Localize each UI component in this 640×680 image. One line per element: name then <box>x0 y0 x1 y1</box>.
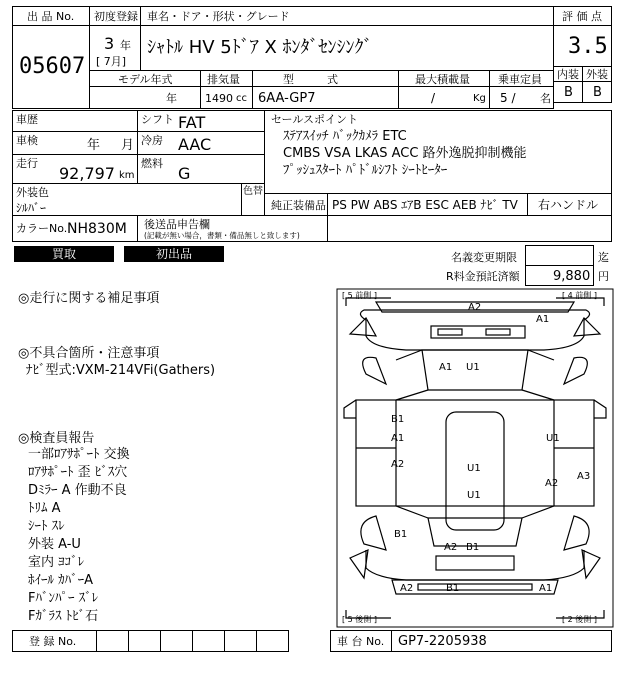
interior-grade-cell <box>553 81 583 103</box>
recycle-value: 9,880 <box>553 269 591 284</box>
mileage-unit: km <box>119 170 135 181</box>
reg-no-box-5 <box>224 630 257 652</box>
recycle-box <box>525 265 594 286</box>
inspector-item: Dﾐﾗｰ A 作動不良 <box>28 483 127 498</box>
color-no-label: カラーNo. <box>16 222 68 235</box>
model-year-unit: 年 <box>166 92 177 105</box>
purchase-button[interactable]: 買取 <box>14 246 114 262</box>
inspection-year: 年 <box>87 138 101 153</box>
lot-number-cell <box>12 25 90 109</box>
equipment-cell <box>327 193 528 216</box>
model-year-label-cell <box>89 70 201 87</box>
name-change-box <box>525 245 594 266</box>
capacity-unit: 名 <box>540 92 551 105</box>
load-value: / <box>431 91 436 105</box>
interior-label-cell <box>553 66 583 82</box>
first-reg-label-cell <box>89 6 141 26</box>
driving-notes-title: ◎走行に関する補足事項 <box>18 291 160 306</box>
first-reg-year: 3 <box>104 34 115 53</box>
recycle-label: R料金預託済額 <box>446 270 520 283</box>
corner-4-front-label: [ 4 前側 ] <box>562 291 597 300</box>
model-year-cell <box>89 86 201 109</box>
reg-no-box-3 <box>160 630 193 652</box>
score-label-cell <box>553 6 612 26</box>
interior-label: 内装 <box>557 68 579 81</box>
name-change-unit: 迄 <box>598 251 609 264</box>
exterior-color-label: 外装色 <box>16 186 49 199</box>
reg-no-box-4 <box>192 630 225 652</box>
inspector-item: ﾎｲｰﾙ ｶﾊﾞｰA <box>28 573 94 588</box>
history-label: 車歴 <box>16 113 38 126</box>
mark-rear-b1: B1 <box>466 542 480 553</box>
displacement-value: 1490 <box>205 92 233 105</box>
color-no-value: NH830M <box>67 221 127 237</box>
equipment-label: 純正装備品 <box>271 199 326 212</box>
recycle-unit: 円 <box>598 270 609 283</box>
post-report-cell <box>137 215 328 242</box>
equipment-label-cell <box>264 193 328 216</box>
ac-label: 冷房 <box>141 134 163 147</box>
model-year-label: モデル年式 <box>118 73 173 86</box>
mark-left-b1-rear: B1 <box>394 529 408 540</box>
corner-5-rear-label: [ 5 後側 ] <box>342 615 377 624</box>
history-cell <box>12 110 138 132</box>
first-reg-label: 初度登録 <box>94 10 138 23</box>
reg-no-label: 登 録 No. <box>29 635 77 648</box>
sales-point-line: ｽﾃｱｽｲｯﾁ ﾊﾞｯｸｶﾒﾗ ETC <box>283 129 407 144</box>
sales-point-cell <box>264 110 612 194</box>
mark-rear-bumper-a2: A2 <box>400 583 414 594</box>
interior-grade: B <box>564 85 573 100</box>
ac-value: AAC <box>178 135 212 154</box>
inspector-title: ◎検査員報告 <box>18 431 95 446</box>
inspector-item: ﾄﾘﾑ A <box>28 501 61 516</box>
inspector-item: 外装 A-U <box>28 537 81 552</box>
chassis-label: 車 台 No. <box>337 635 385 648</box>
steering-value: 右ハンドル <box>538 198 599 212</box>
shift-cell <box>137 110 265 132</box>
first-listing-button[interactable]: 初出品 <box>124 246 224 262</box>
mark-left-b1: B1 <box>391 414 405 425</box>
car-label: 車名・ドア・形状・グレード <box>147 10 290 23</box>
mark-roof-u1-lower: U1 <box>467 490 481 501</box>
defects-title: ◎不具合箇所・注意事項 <box>18 346 160 361</box>
first-reg-cell <box>89 25 141 71</box>
inspection-month: 月 <box>121 138 135 153</box>
lot-label: 出 品 No. <box>27 10 75 23</box>
reg-no-label-cell <box>12 630 97 652</box>
capacity-cell <box>489 86 554 109</box>
type-cell <box>252 86 399 109</box>
inspector-item: Fｶﾞﾗｽ ﾄﾋﾞ石 <box>28 609 99 624</box>
capacity-value: 5 / <box>500 91 516 105</box>
car-name: ｼｬﾄﾙ HV 5ﾄﾞｱ X ﾎﾝﾀﾞｾﾝｼﾝｸﾞ <box>147 37 373 58</box>
fuel-value: G <box>178 164 191 183</box>
post-report-blank <box>327 215 612 242</box>
mark-front-bumper: A2 <box>468 302 482 313</box>
color-change-cell <box>241 183 265 216</box>
reg-no-box-2 <box>128 630 161 652</box>
exterior-color-value: ｼﾙﾊﾞｰ <box>16 201 47 215</box>
mark-rear-bumper-a1: A1 <box>539 583 553 594</box>
car-name-cell <box>140 25 554 71</box>
displacement-cell <box>200 86 253 109</box>
capacity-label: 乗車定員 <box>498 73 542 86</box>
mark-windshield-u1: U1 <box>466 362 480 373</box>
inspector-item: Fﾊﾞﾝﾊﾟｰ ｽﾞﾚ <box>28 591 99 606</box>
fuel-cell <box>137 154 265 184</box>
first-reg-year-unit: 年 <box>120 39 131 52</box>
post-report-note: (記載が無い場合，書類・備品無しと致します) <box>144 231 300 240</box>
inspection-cell <box>12 131 138 155</box>
name-change-label: 名義変更期限 <box>451 251 517 264</box>
mileage-cell <box>12 154 138 184</box>
score-label: 評 価 点 <box>562 10 602 23</box>
mark-left-a1: A1 <box>391 433 405 444</box>
mileage-label: 走行 <box>16 157 38 170</box>
ac-cell <box>137 131 265 155</box>
car-label-cell <box>140 6 554 26</box>
corner-2-rear-label: [ 2 後側 ] <box>562 615 597 624</box>
chassis-label-cell <box>330 630 392 652</box>
inspector-item: 一部ﾛｱｻﾎﾟｰﾄ 交換 <box>28 447 130 462</box>
exterior-grade: B <box>593 85 602 100</box>
score-value: 3.5 <box>568 34 608 59</box>
inspector-item: ｼｰﾄ ｽﾚ <box>28 519 65 534</box>
inspector-item: 室内 ﾖｺﾞﾚ <box>28 555 85 570</box>
displacement-label-cell <box>200 70 253 87</box>
load-cell <box>398 86 490 109</box>
lot-number: 05607 <box>19 54 86 79</box>
color-change-label: 色替 <box>243 186 263 197</box>
capacity-label-cell <box>489 70 554 87</box>
corner-5-front-label: [ 5 前側 ] <box>342 291 377 300</box>
chassis-value-cell <box>391 630 612 652</box>
post-report-label: 後送品申告欄 <box>144 218 210 231</box>
first-reg-month: [ 7月] <box>96 55 127 68</box>
fuel-label: 燃料 <box>141 157 163 170</box>
mark-rear-a2: A2 <box>444 542 458 553</box>
lot-label-cell <box>12 6 90 26</box>
type-value: 6AA-GP7 <box>258 91 316 106</box>
defect-item: ﾅﾋﾞ型式:VXM-214VFi(Gathers) <box>26 363 216 378</box>
displacement-label: 排気量 <box>207 73 240 86</box>
mark-right-a2: A2 <box>545 478 559 489</box>
color-no-cell <box>12 215 138 242</box>
inspector-item: ﾛｱｻﾎﾟｰﾄ 歪 ﾋﾞｽ穴 <box>28 465 128 480</box>
equipment-value: PS PW ABS ｴｱB ESC AEB ﾅﾋﾞ TV <box>332 198 518 212</box>
mark-roof-u1-upper: U1 <box>467 463 481 474</box>
load-unit: Kg <box>473 93 486 104</box>
type-label-cell <box>252 70 399 87</box>
car-damage-diagram <box>336 288 614 628</box>
mark-hood-edge: A1 <box>536 314 550 325</box>
mark-right-a3: A3 <box>577 471 591 482</box>
sales-point-line: ﾌﾟｯｼｭｽﾀｰﾄ ﾊﾟﾄﾞﾙｼﾌﾄ ｼｰﾄﾋｰﾀｰ <box>283 163 448 178</box>
load-label-cell <box>398 70 490 87</box>
exterior-label-cell <box>582 66 612 82</box>
mark-left-a2: A2 <box>391 459 405 470</box>
steering-cell <box>527 193 612 216</box>
reg-no-box-1 <box>96 630 129 652</box>
score-cell <box>553 25 612 67</box>
exterior-grade-cell <box>582 81 612 103</box>
load-label: 最大積載量 <box>415 73 470 86</box>
shift-label: シフト <box>141 113 174 126</box>
displacement-unit: cc <box>236 93 247 104</box>
mark-right-u1: U1 <box>546 433 560 444</box>
mark-rear-bumper-b1: B1 <box>446 583 460 594</box>
inspection-label: 車検 <box>16 134 38 147</box>
shift-value: FAT <box>178 113 206 132</box>
type-label: 型 式 <box>283 73 338 86</box>
chassis-value: GP7-2205938 <box>398 634 487 649</box>
reg-no-box-6 <box>256 630 289 652</box>
exterior-label: 外装 <box>586 68 608 81</box>
mileage-value: 92,797 <box>59 164 115 183</box>
sales-point-label: セールスポイント <box>271 113 359 126</box>
exterior-color-cell <box>12 183 242 216</box>
sales-point-line: CMBS VSA LKAS ACC 路外逸脱抑制機能 <box>283 146 527 161</box>
mark-windshield-a1: A1 <box>439 362 453 373</box>
